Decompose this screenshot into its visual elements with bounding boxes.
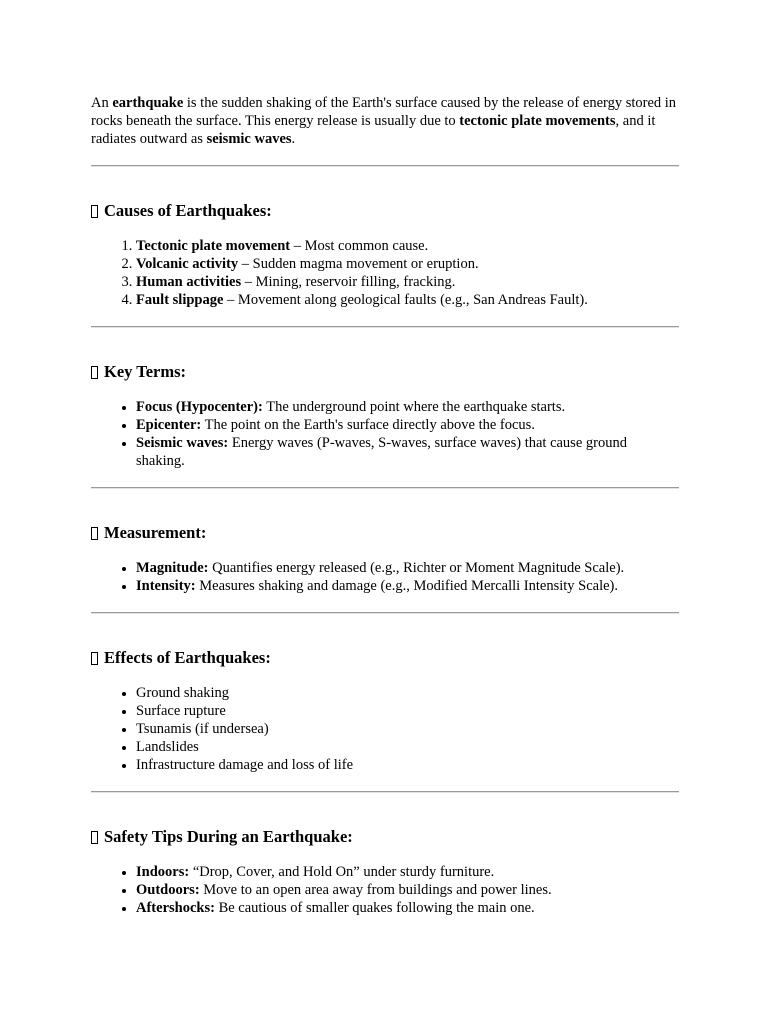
list-item-text: – Mining, reservoir filling, fracking. — [241, 274, 456, 290]
missing-glyph-icon — [91, 205, 98, 218]
intro-term-seismic: seismic waves — [206, 131, 292, 147]
list-item-term: Human activities — [136, 274, 242, 290]
missing-glyph-icon — [91, 527, 98, 540]
section-heading — [91, 827, 679, 847]
list-item-text: Energy waves (P-waves, S-waves, surface waves) that cause ground shaking. — [136, 435, 627, 469]
section-heading — [91, 648, 679, 668]
key-terms-list — [91, 398, 679, 470]
safety-list — [91, 863, 679, 917]
list-item-term: Volcanic activity — [136, 256, 239, 272]
list-item-term: Tectonic plate movement — [136, 238, 291, 254]
document-body — [91, 94, 679, 917]
divider — [91, 165, 679, 167]
list-item — [136, 434, 679, 470]
list-item — [136, 255, 679, 273]
section-heading-text: Key Terms: — [104, 362, 187, 381]
intro-text: , and it radiates outward as — [91, 113, 656, 147]
list-item — [136, 577, 679, 595]
list-item-term: Focus (Hypocenter): — [136, 399, 263, 415]
intro-term-earthquake: earthquake — [112, 95, 184, 111]
list-item-text: Be cautious of smaller quakes following the main one. — [214, 900, 535, 916]
list-item-text: Measures shaking and damage (e.g., Modified Mercalli Intensity Scale). — [195, 578, 619, 594]
list-item — [136, 398, 679, 416]
section-heading-text: Causes of Earthquakes: — [104, 201, 272, 220]
section-effects — [91, 648, 679, 793]
list-item-term: Indoors: — [136, 864, 190, 880]
list-item — [136, 237, 679, 255]
intro-text: An — [91, 95, 113, 111]
divider — [91, 791, 679, 793]
missing-glyph-icon — [91, 366, 98, 379]
missing-glyph-icon — [91, 831, 98, 844]
divider — [91, 612, 679, 614]
missing-glyph-icon — [91, 652, 98, 665]
intro-text: . — [291, 131, 296, 147]
list-item — [136, 291, 679, 309]
list-item: • Surface rupture — [136, 702, 679, 720]
effects-list — [91, 684, 679, 774]
list-item — [136, 863, 679, 881]
measurement-list — [91, 559, 679, 595]
list-item — [136, 559, 679, 577]
section-heading — [91, 523, 679, 543]
section-safety — [91, 827, 679, 917]
section-heading-text: Safety Tips During an Earthquake: — [104, 827, 353, 846]
intro-text: is the sudden shaking of the Earth's surface caused by the release of energy stored in rocks beneath the surface. This energy release is usually due to — [91, 95, 677, 129]
list-item: • Tsunamis (if undersea) — [136, 720, 679, 738]
intro-term-tectonic: tectonic plate movements — [459, 113, 616, 129]
section-heading — [91, 362, 679, 382]
list-item-term: Aftershocks: — [136, 900, 215, 916]
list-item-text: The point on the Earth's surface directly above the focus. — [201, 417, 535, 433]
list-item-text: – Movement along geological faults (e.g., San Andreas Fault). — [223, 292, 588, 308]
section-causes — [91, 201, 679, 328]
section-heading-text: Measurement: — [104, 523, 207, 542]
list-item-text: – Sudden magma movement or eruption. — [238, 256, 479, 272]
list-item-text: Quantifies energy released (e.g., Richter or Moment Magnitude Scale). — [208, 560, 625, 576]
list-item-text: Move to an open area away from buildings and power lines. — [199, 882, 552, 898]
section-heading-text: Effects of Earthquakes: — [104, 648, 271, 667]
list-item-term: Fault slippage — [136, 292, 224, 308]
divider — [91, 487, 679, 489]
list-item — [136, 899, 679, 917]
list-item-term: Intensity: — [136, 578, 196, 594]
list-item-term: Seismic waves: — [136, 435, 229, 451]
section-key-terms — [91, 362, 679, 489]
list-item: • Ground shaking — [136, 684, 679, 702]
causes-list — [91, 237, 679, 309]
list-item — [136, 416, 679, 434]
section-measurement — [91, 523, 679, 614]
list-item — [136, 881, 679, 899]
list-item-term: Epicenter: — [136, 417, 202, 433]
list-item-term: Outdoors: — [136, 882, 200, 898]
list-item-term: Magnitude: — [136, 560, 209, 576]
intro-paragraph — [91, 94, 679, 148]
list-item-text: – Most common cause. — [290, 238, 429, 254]
list-item — [136, 273, 679, 291]
list-item-text: “Drop, Cover, and Hold On” under sturdy furniture. — [189, 864, 495, 880]
list-item: • Infrastructure damage and loss of life — [136, 756, 679, 774]
section-heading — [91, 201, 679, 221]
list-item-text: The underground point where the earthquake starts. — [262, 399, 566, 415]
list-item: • Landslides — [136, 738, 679, 756]
divider — [91, 326, 679, 328]
